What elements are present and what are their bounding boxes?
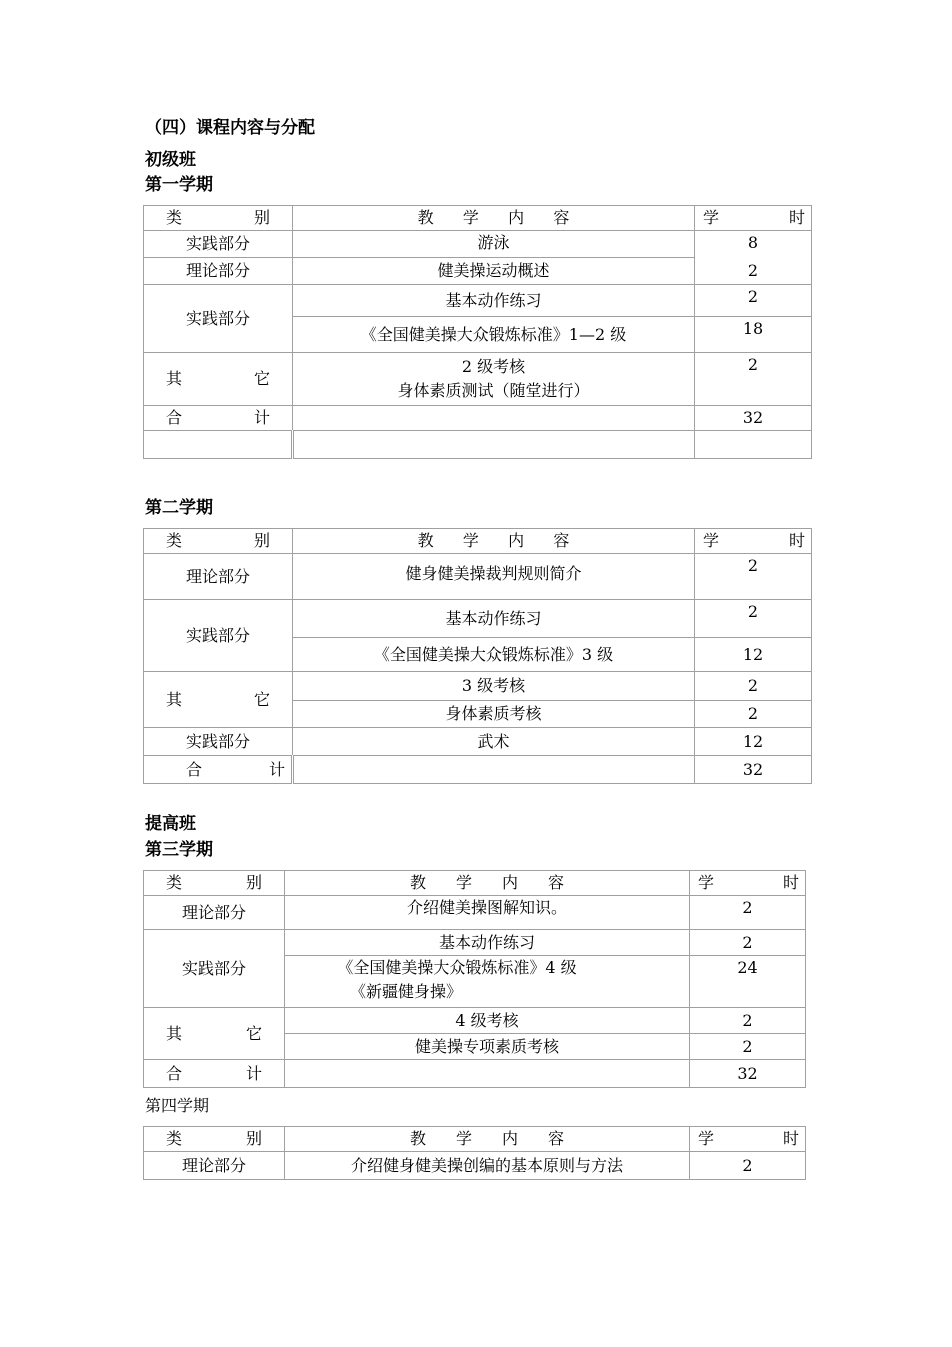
table-row — [144, 285, 812, 317]
table-row — [144, 728, 812, 756]
content-cell: 基本动作练习 — [293, 600, 695, 638]
content-cell: 《全国健美操大众锻炼标准》1—2 级 — [293, 317, 695, 353]
category-cell: 实践部分 — [144, 930, 285, 1008]
hours-cell: 2 — [690, 930, 806, 956]
total-row — [144, 406, 812, 431]
content-cell: 3 级考核 — [293, 672, 695, 701]
header-hours: 学 时 — [690, 1127, 806, 1152]
hours-cell: 2 — [690, 1152, 806, 1180]
category-cell: 实践部分 — [144, 231, 293, 258]
hours-cell: 18 — [695, 317, 812, 353]
content-cell: 2 级考核 身体素质测试（随堂进行） — [293, 353, 695, 406]
table-header-row — [144, 206, 812, 231]
total-hours: 32 — [690, 1060, 806, 1088]
hours-cell: 12 — [695, 728, 812, 756]
section-title: （四）课程内容与分配 — [145, 118, 315, 138]
content-cell: 武术 — [293, 728, 695, 756]
header-hours: 学 时 — [690, 871, 806, 896]
total-hours: 32 — [695, 756, 812, 784]
category-cell: 实践部分 — [144, 285, 293, 353]
table-row — [144, 672, 812, 701]
table-row — [144, 930, 806, 956]
category-cell: 理论部分 — [144, 1152, 285, 1180]
total-row — [144, 756, 812, 784]
header-content: 教 学 内 容 — [285, 1127, 690, 1152]
hours-cell: 2 — [690, 1034, 806, 1060]
total-row — [144, 1060, 806, 1088]
table-row — [144, 1152, 806, 1180]
header-category: 类 别 — [144, 206, 293, 231]
content-cell — [293, 756, 695, 784]
content-cell: 健美操运动概述 — [293, 258, 695, 285]
category-cell: 其 它 — [144, 353, 293, 406]
hours-cell: 24 — [690, 956, 806, 1008]
hours-cell: 2 — [695, 554, 812, 600]
category-cell: 理论部分 — [144, 554, 293, 600]
total-label: 合 计 — [144, 406, 293, 431]
header-hours: 学 时 — [695, 206, 812, 231]
term2-table — [143, 528, 812, 784]
table-row — [144, 600, 812, 638]
table-header-row — [144, 1127, 806, 1152]
category-cell: 其 它 — [144, 1008, 285, 1060]
table-row — [144, 554, 812, 600]
header-content: 教 学 内 容 — [293, 206, 695, 231]
content-cell: 《全国健美操大众锻炼标准》4 级 《新疆健身操》 — [285, 956, 690, 1008]
content-cell: 基本动作练习 — [293, 285, 695, 317]
table-header-row — [144, 871, 806, 896]
header-content: 教 学 内 容 — [293, 529, 695, 554]
hours-cell: 8 2 — [695, 231, 812, 285]
table-row — [144, 1008, 806, 1034]
content-cell: 健美操专项素质考核 — [285, 1034, 690, 1060]
hours-cell: 2 — [695, 600, 812, 638]
header-hours: 学 时 — [695, 529, 812, 554]
content-cell: 《全国健美操大众锻炼标准》3 级 — [293, 638, 695, 672]
hours-cell: 2 — [695, 701, 812, 728]
term1-table — [143, 205, 812, 459]
term2-title: 第二学期 — [145, 498, 213, 518]
header-category: 类 别 — [144, 529, 293, 554]
category-cell: 实践部分 — [144, 600, 293, 672]
header-category: 类 别 — [144, 871, 285, 896]
total-label: 合 计 — [144, 756, 293, 784]
term4-title: 第四学期 — [145, 1096, 210, 1115]
term1-title: 第一学期 — [145, 175, 213, 195]
content-cell — [293, 406, 695, 431]
category-cell: 理论部分 — [144, 896, 285, 930]
hours-cell: 12 — [695, 638, 812, 672]
content-cell: 身体素质考核 — [293, 701, 695, 728]
category-cell: 其 它 — [144, 672, 293, 728]
table-row — [144, 231, 812, 258]
header-content: 教 学 内 容 — [285, 871, 690, 896]
hours-cell: 2 — [690, 896, 806, 930]
term4-table — [143, 1126, 806, 1180]
header-category: 类 别 — [144, 1127, 285, 1152]
content-cell: 介绍健美操图解知识。 — [285, 896, 690, 930]
term3-table — [143, 870, 806, 1088]
term3-title: 第三学期 — [145, 840, 213, 860]
table-row — [144, 353, 812, 406]
hours-cell: 2 — [695, 285, 812, 317]
level-advanced: 提高班 — [145, 814, 196, 834]
content-cell — [285, 1060, 690, 1088]
table-header-row — [144, 529, 812, 554]
content-cell: 基本动作练习 — [285, 930, 690, 956]
content-cell: 4 级考核 — [285, 1008, 690, 1034]
total-label: 合 计 — [144, 1060, 285, 1088]
hours-cell: 2 — [690, 1008, 806, 1034]
level-beginner: 初级班 — [145, 150, 196, 170]
empty-row — [144, 431, 812, 459]
content-cell: 健身健美操裁判规则简介 — [293, 554, 695, 600]
hours-cell: 2 — [695, 353, 812, 406]
category-cell: 理论部分 — [144, 258, 293, 285]
table-row — [144, 896, 806, 930]
category-cell: 实践部分 — [144, 728, 293, 756]
content-cell: 游泳 — [293, 231, 695, 258]
content-cell: 介绍健身健美操创编的基本原则与方法 — [285, 1152, 690, 1180]
total-hours: 32 — [695, 406, 812, 431]
hours-cell: 2 — [695, 672, 812, 701]
